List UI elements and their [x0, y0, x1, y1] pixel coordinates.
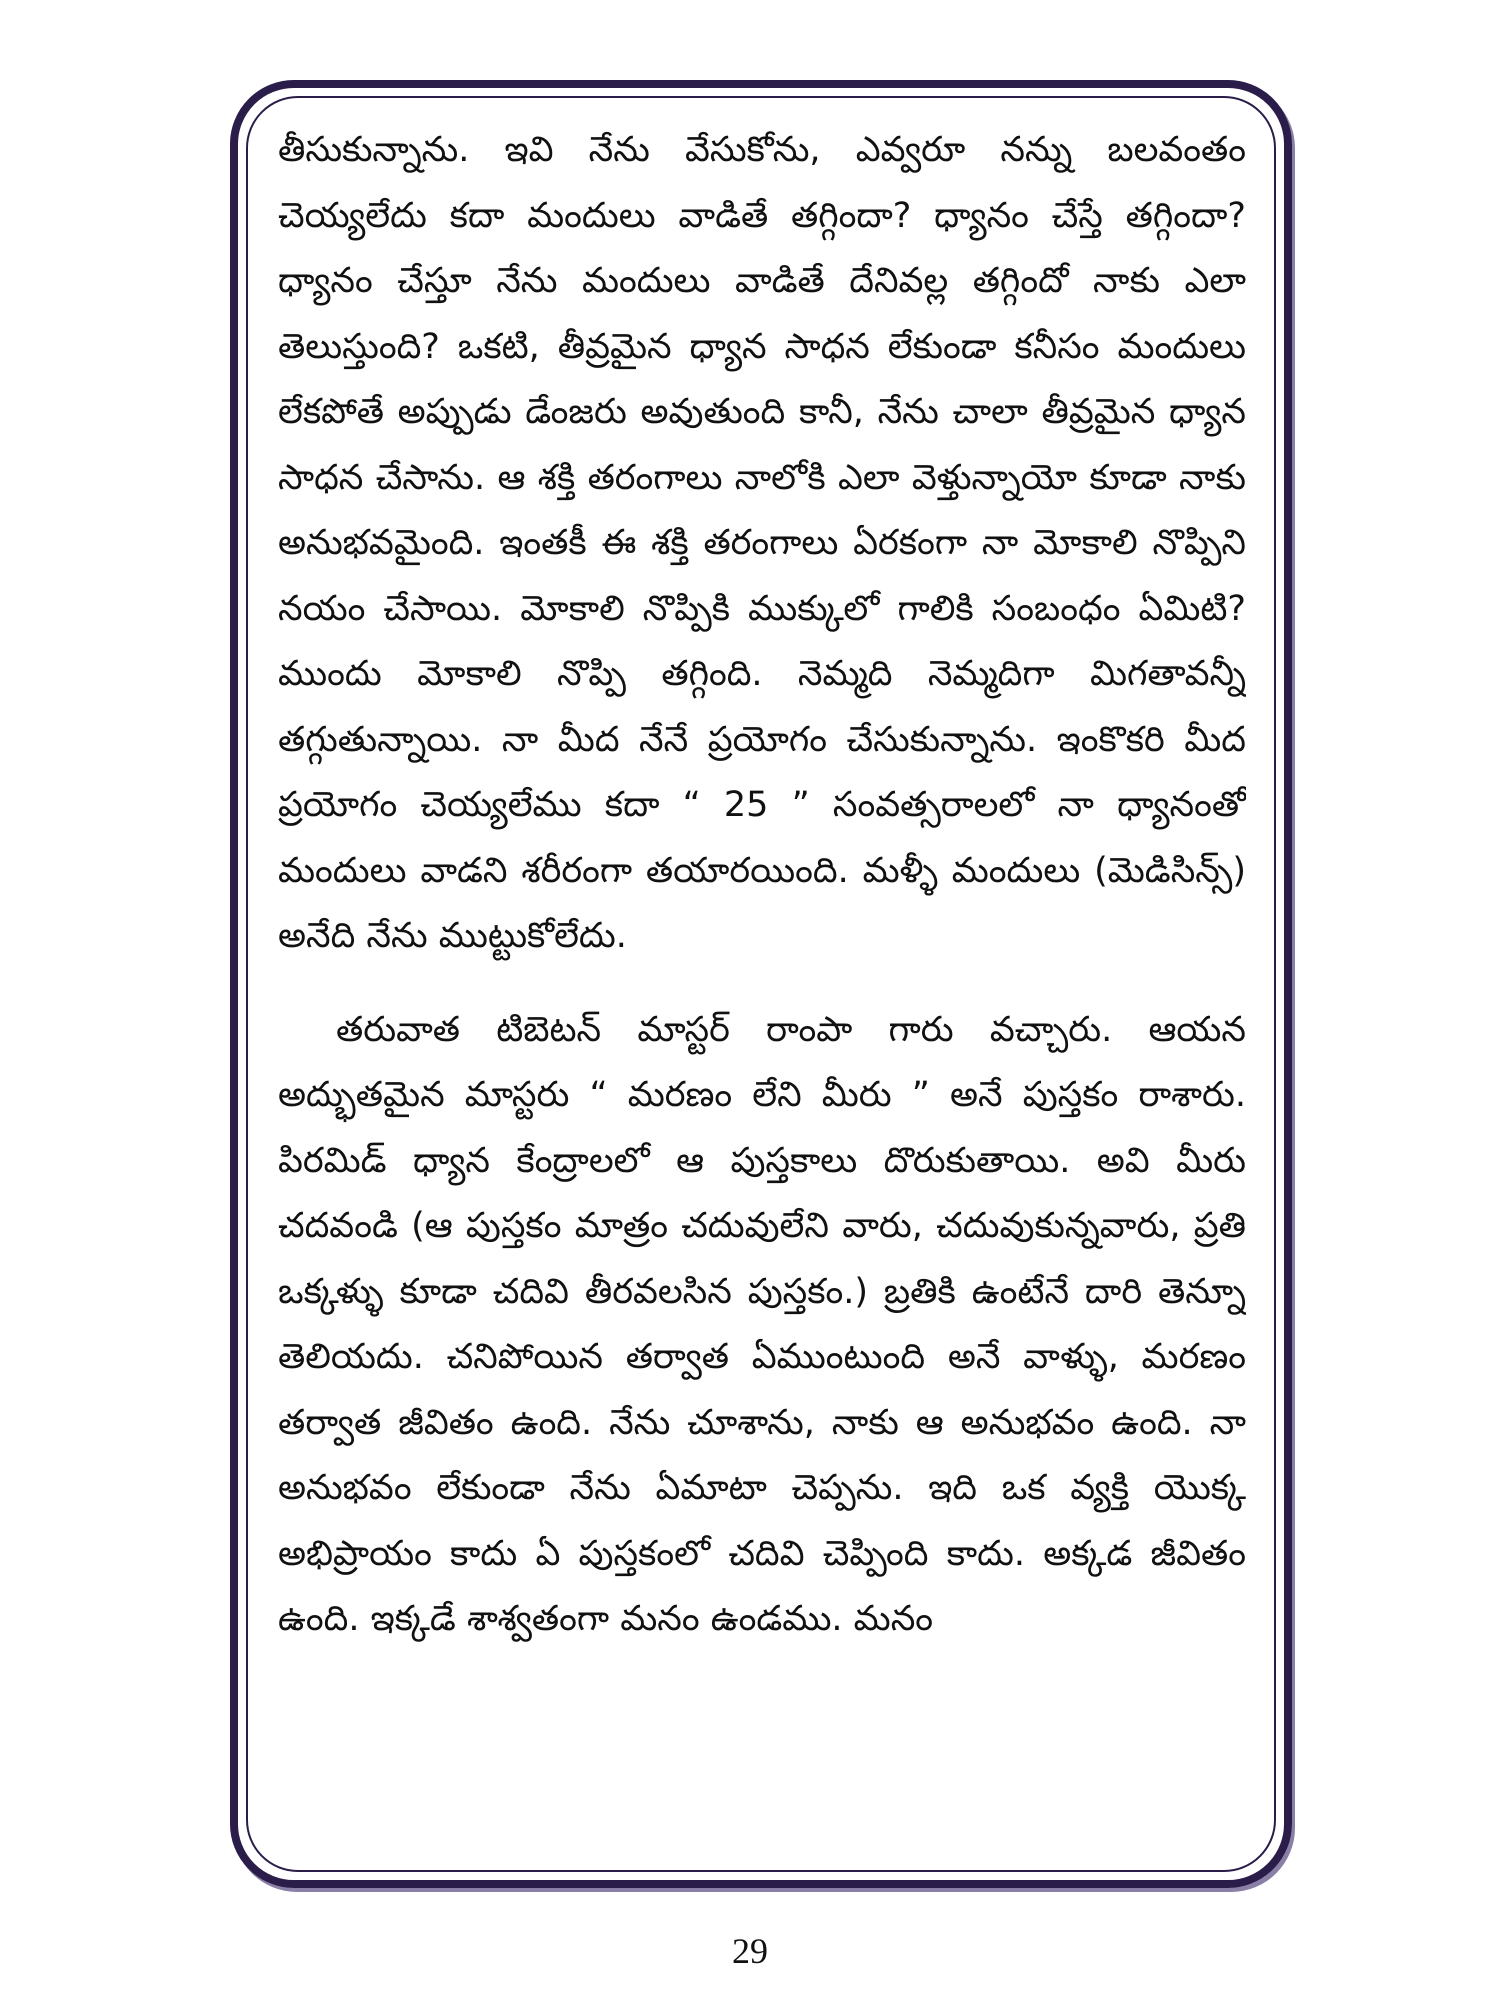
body-text [278, 118, 1246, 1848]
paragraph-2: తరువాత టిబెటన్ మాస్టర్ రాంపా గారు వచ్చారు. ఆయన అద్భుతమైన మాస్టరు “ మరణం లేని మీరు ” అనే పుస్తకం రాశారు. పిరమిడ్ ధ్యాన కేంద్రాలలో ఆ పుస్తకాలు దొరుకుతాయి. అవి మీరు చదవండి (ఆ పుస్తకం మాత్రం చదువులేని వారు, చదువుకున్నవారు, ప్రతి ఒక్కళ్ళు కూడా చదివి తీరవలసిన పుస్తకం.) బ్రతికి ఉంటేనే దారి తెన్నూ తెలియదు. చనిపోయిన తర్వాత ఏముంటుంది అనే వాళ్ళు, మరణం తర్వాత జీవితం ఉంది. నేను చూశాను, నాకు ఆ అనుభవం ఉంది. నా అనుభవం లేకుండా నేను ఏమాటా చెప్పను. ఇది ఒక వ్యక్తి యొక్క అభిప్రాయం కాదు ఏ పుస్తకంలో చదివి చెప్పింది కాదు. అక్కడ జీవితం ఉంది. ఇక్కడే శాశ్వతంగా మనం ఉండము. మనం [278, 1009, 1246, 1639]
page-number: 29 [732, 1931, 768, 1971]
paragraph-1: తీసుకున్నాను. ఇవి నేను వేసుకోను, ఎవ్వరూ నన్ను బలవంతం చెయ్యలేదు కదా మందులు వాడితే తగ్గిందా? ధ్యానం చేస్తే తగ్గిందా? ధ్యానం చేస్తూ నేను మందులు వాడితే దేనివల్ల తగ్గిందో నాకు ఎలా తెలుస్తుంది? ఒకటి, తీవ్రమైన ధ్యాన సాధన లేకుండా కనీసం మందులు లేకపోతే అప్పుడు డేంజరు అవుతుంది కానీ, నేను చాలా తీవ్రమైన ధ్యాన సాధన చేసాను. ఆ శక్తి తరంగాలు నాలోకి ఎలా వెళ్తున్నాయో కూడా నాకు అనుభవమైంది. ఇంతకీ ఈ శక్తి తరంగాలు ఏరకంగా నా మోకాలి నొప్పిని నయం చేసాయి. మోకాలి నొప్పికి ముక్కులో గాలికి సంబంధం ఏమిటి? ముందు మోకాలి నొప్పి తగ్గింది. నెమ్మది నెమ్మదిగా మిగతావన్నీ తగ్గుతున్నాయి. నా మీద నేనే ప్రయోగం చేసుకున్నాను. ఇంకొకరి మీద ప్రయోగం చెయ్యలేము కదా “ 25 ” సంవత్సరాలలో నా ధ్యానంతో మందులు వాడని శరీరంగా తయారయింది. మళ్ళీ మందులు (మెడిసిన్స్) అనేది నేను ముట్టుకోలేదు. [278, 130, 1246, 956]
